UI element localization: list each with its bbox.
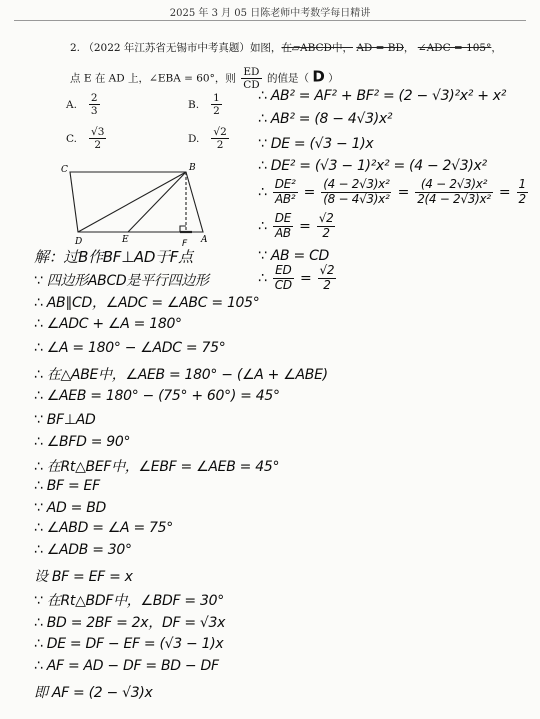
option-c: C. $\frac{√3}{2}$ <box>66 126 105 152</box>
work-left-line-6: ∴ 在△ABE中，∠AEB = 180° − (∠A + ∠ABE) <box>34 367 328 383</box>
problem-lead: 如图， <box>249 42 282 54</box>
work-left-line-8: ∵ BF⊥AD <box>34 412 96 428</box>
problem-tail: ， <box>491 42 502 54</box>
work-left-line-5: ∴ ∠A = 180° − ∠ADC = 75° <box>34 340 226 356</box>
work-left-line-12: ∵ AD = BD <box>34 500 107 516</box>
page-header: 2025 年 3 月 05 日陈老师中考数学每日精讲 <box>169 8 371 19</box>
label-e: E <box>122 235 129 245</box>
work-right-line-8: ∴ $\frac{ED}{CD}$ = $\frac{√2}{2}$ <box>258 263 335 292</box>
label-c: C <box>61 165 68 175</box>
label-d: D <box>75 237 83 247</box>
work-left-line-3: ∴ AB∥CD，∠ADC = ∠ABC = 105° <box>34 295 260 311</box>
segment-be <box>128 172 186 232</box>
option-b: B. $\frac{1}{2}$ <box>188 92 220 118</box>
label-b: B <box>189 163 196 173</box>
work-left-line-9: ∴ ∠BFD = 90° <box>34 434 131 450</box>
condition-angle-adc: ∠ADC = 105° <box>417 42 492 54</box>
work-left-line-11: ∴ BF = EF <box>34 478 100 494</box>
option-d: D. $\frac{√2}{2}$ <box>188 126 227 152</box>
header-rule <box>14 20 526 21</box>
handwritten-answer: D <box>312 67 325 86</box>
parallelogram-figure <box>58 158 218 250</box>
work-left-line-2: ∵ 四边形ABCD是平行四边形 <box>34 273 209 289</box>
work-left-line-19: ∴ AF = AD − DF = BD − DF <box>34 658 219 674</box>
segment-bd <box>78 172 186 232</box>
condition-ad-bd: AD = BD <box>356 42 404 54</box>
work-right-line-2: ∴ AB² = (8 − 4√3)x² <box>258 111 393 127</box>
problem-close: ） <box>328 72 339 85</box>
work-left-line-10: ∴ 在Rt△BEF中，∠EBF = ∠AEB = 45° <box>34 459 280 475</box>
work-right-line-1: ∴ AB² = AF² + BF² = (2 − √3)²x² + x² <box>258 88 507 104</box>
work-right-line-3: ∵ DE = (√3 − 1)x <box>258 136 374 152</box>
problem-struck-text: 在▱ABCD中， <box>281 42 353 54</box>
work-left-line-16: ∵ 在Rt△BDF中，∠BDF = 30° <box>34 593 224 609</box>
work-left-line-4: ∴ ∠ADC + ∠A = 180° <box>34 316 182 332</box>
work-right-line-6: ∴ $\frac{DE}{AB}$ = $\frac{√2}{2}$ <box>258 211 334 240</box>
problem-statement-line1 <box>70 40 520 55</box>
work-left-line-18: ∴ DE = DF − EF = (√3 − 1)x <box>34 636 224 652</box>
work-right-line-7: ∵ AB = CD <box>258 248 330 264</box>
work-left-line-20: 即 AF = (2 − √3)x <box>34 685 153 701</box>
work-left-line-13: ∴ ∠ABD = ∠A = 75° <box>34 520 173 536</box>
problem-number: 2. <box>70 42 81 54</box>
ratio-ed-cd: $\frac{ED}{CD}$ <box>243 66 260 92</box>
problem-sep: ， <box>403 42 415 54</box>
label-f: F <box>182 239 188 249</box>
work-left-line-17: ∴ BD = 2BF = 2x，DF = √3x <box>34 615 226 631</box>
work-right-line-5: ∴ $\frac{\text{DE²}}{\text{AB²}}$ = $\frac{\text{(4 − 2√3)x²}}{\text{(8 − 4√3)x²}}$ = $\frac{\text{(4 − 2√3)x²}}{\text{2(4 − 2√3)x²}}$ = $\frac{1}{2}$ <box>258 177 526 206</box>
problem-source: （2022 年江苏省无锡市中考真题） <box>83 42 250 54</box>
work-left-line-1: 解：过B作BF⊥AD于F点 <box>34 248 193 266</box>
problem-line2-pre: 点 E 在 AD 上，∠EBA = 60°，则 <box>70 72 236 85</box>
work-left-line-7: ∴ ∠AEB = 180° − (75° + 60°) = 45° <box>34 388 280 404</box>
work-left-line-14: ∴ ∠ADB = 30° <box>34 542 132 558</box>
work-left-line-15: 设 BF = EF = x <box>34 569 133 585</box>
label-a: A <box>201 235 208 245</box>
option-a: A. $\frac{2}{3}$ <box>66 92 98 118</box>
problem-line2-post: 的值是（ <box>267 72 310 85</box>
work-right-line-4: ∴ DE² = (√3 − 1)²x² = (4 − 2√3)x² <box>258 158 487 174</box>
